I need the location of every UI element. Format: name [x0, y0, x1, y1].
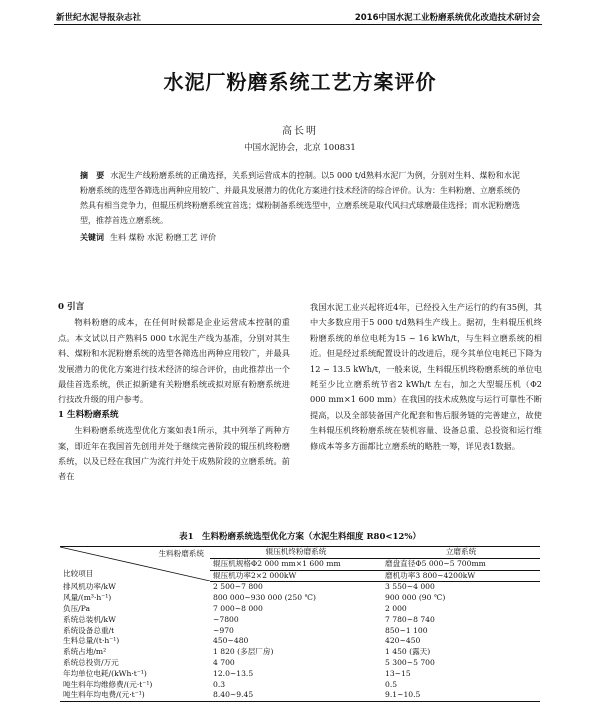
row-label: 排风机功率/kW — [63, 582, 116, 592]
table-row — [60, 604, 540, 615]
table-row — [60, 593, 540, 604]
left-column — [58, 300, 290, 485]
corner-label-system: 生料粉磨系统 — [158, 549, 204, 558]
row-label: 系统占地/m² — [63, 647, 107, 657]
roller-press-value: ~970 — [213, 625, 234, 635]
table-corner-cell — [60, 547, 210, 582]
roller-press-value: 800 000~930 000 (250 ℃) — [213, 593, 316, 603]
affiliation: 中国水泥协会，北京 100831 — [244, 143, 356, 153]
roller-press-value: 8.40~9.45 — [210, 690, 382, 701]
table-row — [60, 680, 540, 691]
row-label: 系统设备总重/t — [63, 625, 115, 635]
roller-press-value: 1 820 (多层厂房) — [213, 647, 274, 657]
header-rule — [54, 24, 542, 25]
vertical-mill-value: 900 000 (90 ℃) — [385, 593, 446, 603]
table-row — [60, 636, 540, 647]
col-b-spec-1: 磨盘直径Φ5 000~5 700mm — [382, 558, 540, 570]
row-label: 年均单位电耗/(kWh·t⁻¹) — [63, 668, 147, 678]
vertical-mill-value: 13~15 — [385, 668, 411, 678]
table-row — [60, 690, 540, 701]
table-row — [60, 615, 540, 626]
vertical-mill-value: 2 000 — [385, 603, 407, 613]
row-label: 负压/Pa — [63, 603, 91, 613]
col-header-roller-press: 辊压机终粉磨系统 — [210, 547, 382, 559]
col-header-vertical-mill: 立磨系统 — [382, 547, 540, 559]
publisher-name: 新世纪水泥导报杂志社 — [56, 13, 142, 23]
table-caption: 表1 生料粉磨系统选型优化方案（水泥生料细度 R80<12%） — [179, 532, 421, 542]
keywords-text: 生料 煤粉 水泥 粉磨工艺 评价 — [110, 233, 217, 242]
table-row — [60, 626, 540, 637]
right-column-paragraph: 我国水泥工业兴起将近4年，已经投入生产运行的约有35例，其中大多数应用于5 000 t/d熟料生产线上。据初，生料辊压机终粉磨系统的单位电耗为15 ~ 16 kWh/t，与生料立磨系统的相近。但是经过系统配置设计的改进后，现今其单位电耗已下降为12 ~ 13.5 kWh/t，一般来说，生料辊压机终粉磨系统的单位电耗至少比立磨系统节省2 kWh/t 左右，加之大型辊压机（Φ2 000 mm×1 600 mm）在我国的技术成熟度与运行可靠性不断提高，以及全部装备国产化配套和售后服务链的完善建立，故使生料辊压机终粉磨系统在装机容量、设备总重、总投资和运行维修成本等多方面都比立磨系统的略胜一筹，详见表1数据。 — [310, 302, 542, 451]
vertical-mill-value: 7 780~8 740 — [385, 614, 435, 624]
vertical-mill-value: 9.1~10.5 — [382, 690, 540, 701]
section-heading-intro: 0 引言 — [58, 302, 85, 312]
roller-press-value: ~7800 — [213, 614, 239, 624]
roller-press-value: 12.0~13.5 — [213, 668, 254, 678]
corner-label-item: 比较项目 — [63, 569, 94, 579]
col-b-spec-2: 磨机功率3 800~4200kW — [382, 570, 540, 582]
roller-press-value: 4 700 — [213, 657, 235, 667]
vertical-mill-value: 420~450 — [385, 636, 421, 646]
section-heading-raw-meal: 1 生料粉磨系统 — [58, 409, 119, 420]
table-row — [60, 658, 540, 669]
row-label: 系统总投资/万元 — [63, 657, 119, 667]
roller-press-value: 2 500~7 800 — [213, 582, 263, 592]
row-label: 生料总量/(t·h⁻¹) — [63, 636, 120, 646]
table-row — [60, 647, 540, 658]
raw-meal-paragraph: 生料粉磨系统选型优化方案如表1所示，其中列举了两种方案，即近年在我国首先创用并处于继续完善阶段的辊压机终粉磨系统，以及已经在我国广为流行并处于成熟阶段的立磨系统。前者在 — [58, 425, 290, 482]
conference-name: 2016中国水泥工业粉磨系统优化改造技术研讨会 — [354, 13, 540, 23]
row-label: 风量/(m³·h⁻¹) — [63, 593, 112, 603]
col-a-spec-1: 辊压机规格Φ2 000 mm×1 600 mm — [210, 558, 382, 570]
abstract-label: 摘 要 — [80, 170, 105, 180]
abstract — [80, 168, 520, 228]
vertical-mill-value: 1 450 (露天) — [385, 647, 431, 657]
table-row — [60, 582, 540, 593]
spec-table — [60, 546, 540, 702]
col-a-spec-2: 辊压机功率2×2 000kW — [210, 570, 382, 582]
row-label: 系统总装机/kW — [63, 614, 116, 624]
author: 高长明 — [282, 126, 318, 137]
abstract-text: 水泥生产线粉磨系统的正确选择，关系到运营成本的控制。以5 000 t/d熟料水泥厂为例，分别对生料、煤粉和水泥粉磨系统的选型各筛选出两种应用较广、并最具发展潜力的优化方案进行技术经济的综合评价。认为：生料粉磨、立磨系统仍然具有相当竞争力，但辊压机终粉磨系统宜首选；煤粉制备系统选型中，立磨系统是取代风扫式球磨最佳选择；而水泥粉磨选型，推荐首选立磨系统。 — [80, 171, 520, 225]
roller-press-value: 7 000~8 000 — [213, 603, 263, 613]
row-label: 吨生料年均电费/(元·t⁻¹) — [60, 690, 210, 701]
running-header — [0, 0, 600, 26]
roller-press-value: 450~480 — [213, 636, 249, 646]
vertical-mill-value: 850~1 100 — [385, 625, 428, 635]
right-column — [310, 300, 542, 454]
vertical-mill-value: 0.5 — [385, 679, 398, 689]
paper-title: 水泥厂粉磨系统工艺方案评价 — [163, 70, 437, 94]
table-row — [60, 669, 540, 680]
keywords — [80, 232, 520, 243]
row-label: 吨生料年均维修费/(元·t⁻¹) — [63, 679, 153, 689]
vertical-mill-value: 5 300~5 700 — [385, 657, 435, 667]
intro-paragraph: 物料粉磨的成本，在任何时候都是企业运营成本控制的重点。本文试以日产熟料5 000 t水泥生产线为基准，分别对其生料、煤粉和水泥粉磨系统的选型各筛选出两种应用较广，并最具发展潜力的优化方案进行技术经济的综合评价，由此推荐出一个最佳首选系统，供正拟新建有关粉磨系统或拟对原有粉磨系统进行技改升级的用户参考。 — [58, 317, 290, 405]
vertical-mill-value: 3 550~4 000 — [385, 582, 435, 592]
keywords-label: 关键词 — [80, 232, 104, 242]
roller-press-value: 0.3 — [213, 679, 226, 689]
